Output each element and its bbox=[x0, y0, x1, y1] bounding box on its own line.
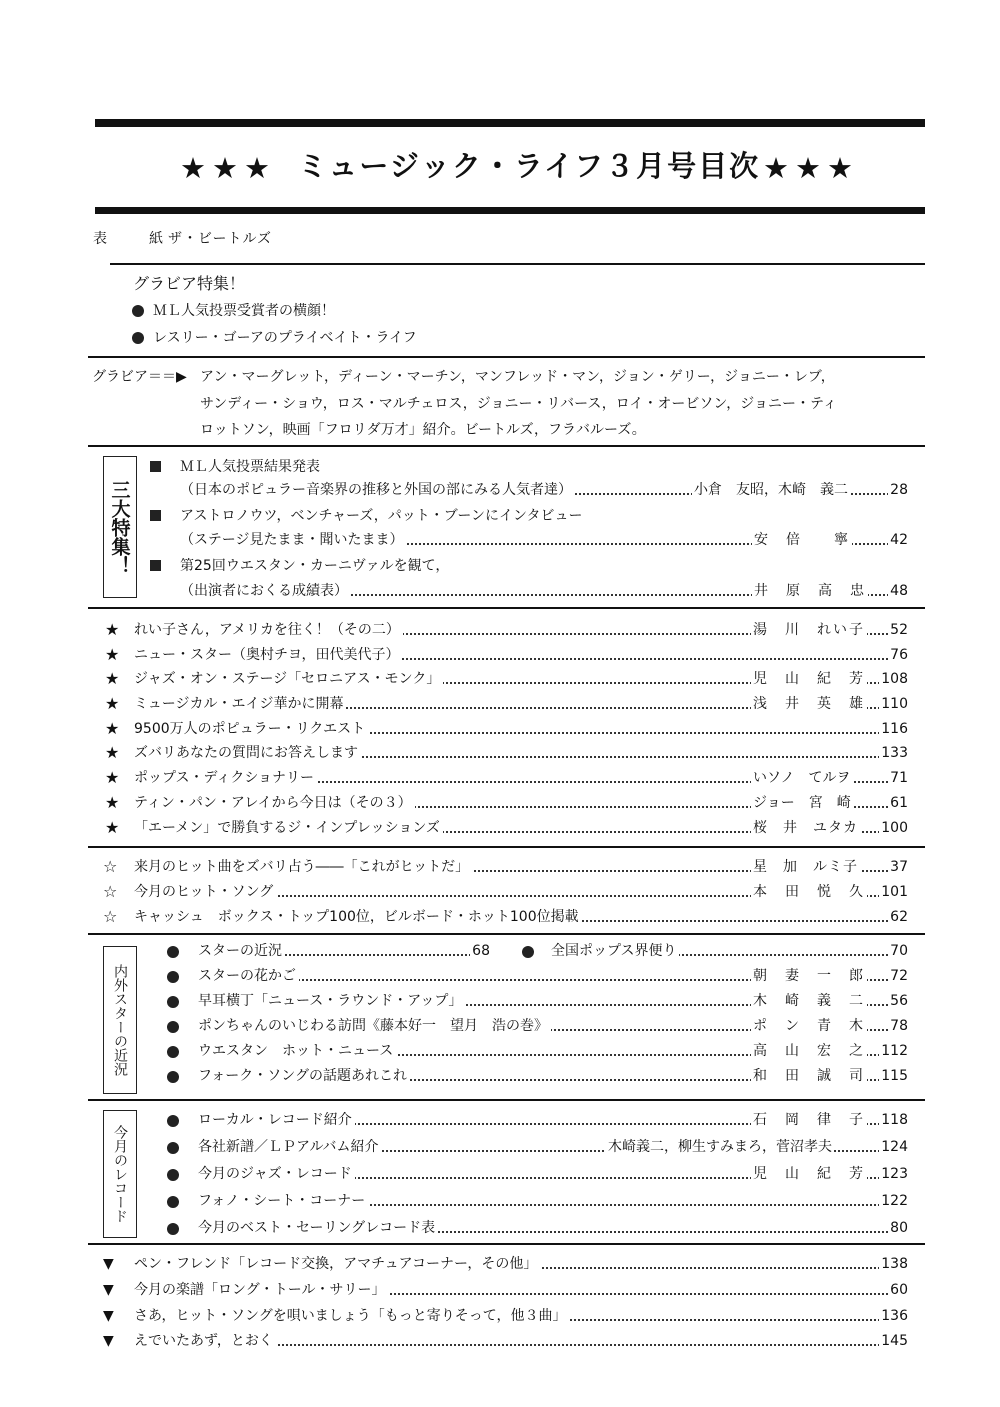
list-item bbox=[134, 793, 908, 813]
page-number: 37 bbox=[890, 859, 908, 875]
page-number: 60 bbox=[890, 1282, 908, 1298]
triangle-icon: ▼ bbox=[103, 1308, 114, 1324]
divider bbox=[88, 1243, 925, 1245]
item-title: ミュージカル・エイジ華かに開幕 bbox=[134, 694, 346, 714]
page-number: 52 bbox=[890, 622, 908, 638]
sanda-label: 三大特集！ bbox=[108, 479, 131, 575]
list-item bbox=[198, 991, 908, 1011]
page-number: 138 bbox=[881, 1256, 908, 1272]
author: 木 崎 義 二 bbox=[753, 993, 865, 1009]
author: 石 岡 律 子 bbox=[753, 1112, 865, 1128]
bullet-icon bbox=[167, 996, 179, 1008]
author: 木崎義二，柳生すみまろ，菅沼孝夫 bbox=[608, 1139, 832, 1155]
author: 児 山 紀 芳 bbox=[753, 1166, 865, 1182]
square-bullet-icon bbox=[150, 510, 161, 521]
star-icon: ★ bbox=[105, 743, 120, 762]
top-rule bbox=[95, 119, 925, 127]
square-bullet-icon bbox=[150, 560, 161, 571]
author: 安 倍 寧 bbox=[754, 532, 850, 548]
author: 小倉 友昭，木崎 義二 bbox=[694, 482, 848, 498]
cover-label: 表 紙 bbox=[93, 231, 177, 247]
triangle-icon: ▼ bbox=[103, 1282, 114, 1298]
page-number: 116 bbox=[881, 721, 908, 737]
list-item bbox=[198, 1191, 908, 1211]
item-title: ズバリあなたの質問にお答えします bbox=[134, 743, 361, 763]
stars-left: ★★★ bbox=[180, 151, 276, 185]
open-star-icon: ☆ bbox=[103, 882, 118, 901]
bullet-icon bbox=[167, 1169, 179, 1181]
bullet-icon bbox=[167, 1046, 179, 1058]
list-item bbox=[198, 1016, 908, 1036]
records-label-box bbox=[103, 1110, 137, 1238]
item-title: ニュー・スター（奥村チヨ，田代美代子） bbox=[134, 645, 402, 665]
page-number: 56 bbox=[890, 993, 908, 1009]
list-item bbox=[198, 966, 908, 986]
list-item bbox=[198, 1137, 908, 1157]
divider bbox=[88, 445, 925, 447]
divider bbox=[88, 846, 925, 848]
page-number: 115 bbox=[881, 1068, 908, 1084]
list-item bbox=[551, 941, 908, 961]
page-number: 110 bbox=[881, 696, 908, 712]
star-icon: ★ bbox=[105, 669, 120, 688]
page-number: 42 bbox=[890, 532, 908, 548]
cover-value: ザ・ビートルズ bbox=[168, 231, 273, 247]
list-item bbox=[198, 1041, 908, 1061]
feature-subtitle: （出演者におくる成績表） bbox=[180, 581, 351, 601]
list-item bbox=[134, 907, 908, 927]
author: 本 田 悦 久 bbox=[753, 884, 865, 900]
bullet-icon bbox=[167, 1142, 179, 1154]
page-number: 136 bbox=[881, 1308, 908, 1324]
author: 星 加 ルミ子 bbox=[753, 859, 858, 875]
feature-entry bbox=[180, 530, 908, 550]
item-title: 今月の楽譜「ロング・トール・サリー」 bbox=[134, 1280, 388, 1300]
author: 児 山 紀 芳 bbox=[753, 671, 865, 687]
list-item bbox=[134, 669, 908, 689]
naigai-label: 内外スターの近況 bbox=[112, 964, 128, 1076]
author: 朝 妻 一 郎 bbox=[753, 968, 865, 984]
item-title: スターの近況 bbox=[198, 941, 285, 961]
triangle-icon: ▼ bbox=[103, 1333, 114, 1349]
page-title: ミュージック・ライフ３月号目次 bbox=[298, 149, 761, 183]
title-rule bbox=[95, 207, 925, 214]
page-number: 100 bbox=[881, 820, 908, 836]
bullet-icon bbox=[167, 1196, 179, 1208]
item-title: 今月のヒット・ソング bbox=[134, 882, 276, 902]
page-number: 133 bbox=[881, 745, 908, 761]
divider bbox=[88, 607, 925, 609]
page-number: 124 bbox=[881, 1139, 908, 1155]
item-title: 早耳横丁「ニュース・ラウンド・アップ」 bbox=[198, 991, 465, 1011]
feature-title: 第25回ウエスタン・カーニヴァルを観て， bbox=[180, 558, 450, 574]
gravure-line: サンディー・ショウ，ロス・マルチェロス，ジョニー・リバース，ロイ・オービソン，ジョニー・ティ bbox=[200, 396, 837, 412]
author: 高 山 宏 之 bbox=[753, 1043, 865, 1059]
list-item bbox=[134, 818, 908, 838]
author: 湯 川 れい子 bbox=[753, 622, 865, 638]
page-number: 70 bbox=[890, 943, 908, 959]
page-number: 68 bbox=[472, 943, 490, 959]
bullet-icon bbox=[522, 946, 534, 958]
divider bbox=[88, 1099, 925, 1101]
feature-entry bbox=[180, 581, 908, 601]
page-number: 62 bbox=[890, 909, 908, 925]
feature-subtitle: （ステージ見たまま・聞いたまま） bbox=[180, 530, 406, 550]
triangle-icon: ▼ bbox=[103, 1256, 114, 1272]
page-number: 80 bbox=[890, 1220, 908, 1236]
item-title: 来月のヒット曲をズバリ占う――「これがヒットだ」 bbox=[134, 857, 472, 877]
divider bbox=[110, 263, 925, 265]
divider bbox=[88, 933, 925, 935]
bullet-icon bbox=[132, 332, 144, 344]
page-number: 123 bbox=[881, 1166, 908, 1182]
item-title: れい子さん，アメリカを往く！（その二） bbox=[134, 620, 403, 640]
page-number: 108 bbox=[881, 671, 908, 687]
star-icon: ★ bbox=[105, 793, 120, 812]
item-title: ペン・フレンド「レコード交換，アマチュアコーナー，その他」 bbox=[134, 1254, 540, 1274]
author: 井 原 高 忠 bbox=[754, 583, 866, 599]
item-title: ポンちゃんのいじわる訪問《藤本好一 望月 浩の巻》 bbox=[198, 1016, 551, 1036]
divider bbox=[88, 356, 925, 358]
page-number: 78 bbox=[890, 1018, 908, 1034]
author: 和 田 誠 司 bbox=[753, 1068, 865, 1084]
item-title: さあ，ヒット・ソングを唄いましょう「もっと寄りそって，他３曲」 bbox=[134, 1306, 569, 1326]
list-item bbox=[134, 743, 908, 763]
item-title: スターの花かご bbox=[198, 966, 299, 986]
item-title: キャッシュ ボックス・トップ100位，ビルボード・ホット100位掲載 bbox=[134, 907, 582, 927]
sanda-label-box bbox=[103, 456, 137, 598]
gravure-label: グラビア＝＝▶ bbox=[92, 369, 187, 385]
list-item bbox=[134, 768, 908, 788]
gravure-special-item: レスリー・ゴーアのプライベイト・ライフ bbox=[153, 330, 417, 346]
item-title: 「エーメン」で勝負するジ・インプレッションズ bbox=[134, 818, 443, 838]
list-item bbox=[134, 1331, 908, 1351]
item-title: フォノ・シート・コーナー bbox=[198, 1191, 368, 1211]
item-title: ティン・パン・アレイから今日は（その３） bbox=[134, 793, 415, 813]
star-icon: ★ bbox=[105, 719, 120, 738]
item-title: えでいたあず，とおく bbox=[134, 1331, 276, 1351]
feature-subtitle: （日本のポピュラー音楽界の推移と外国の部にみる人気者達） bbox=[180, 480, 575, 500]
item-title: ローカル・レコード紹介 bbox=[198, 1110, 355, 1130]
bullet-icon bbox=[167, 971, 179, 983]
author: 桜 井 ユタカ bbox=[753, 820, 858, 836]
list-item bbox=[134, 1254, 908, 1274]
list-item bbox=[134, 645, 908, 665]
feature-entry bbox=[180, 480, 908, 500]
author: 浅 井 英 雄 bbox=[753, 696, 865, 712]
page-number: 61 bbox=[890, 795, 908, 811]
star-icon: ★ bbox=[105, 620, 120, 639]
item-title: ウエスタン ホット・ニュース bbox=[198, 1041, 396, 1061]
bullet-icon bbox=[167, 1115, 179, 1127]
page-number: 112 bbox=[881, 1043, 908, 1059]
square-bullet-icon bbox=[150, 461, 161, 472]
gravure-line: アン・マーグレット，ディーン・マーチン，マンフレッド・マン，ジョン・ゲリー，ジョニー・レブ， bbox=[200, 369, 835, 385]
list-item bbox=[134, 694, 908, 714]
list-item bbox=[198, 941, 490, 961]
list-item bbox=[134, 882, 908, 902]
item-title: ジャズ・オン・ステージ「セロニアス・モンク」 bbox=[134, 669, 443, 689]
item-title: 各社新譜／ＬＰアルバム紹介 bbox=[198, 1137, 381, 1157]
bullet-icon bbox=[167, 1071, 179, 1083]
list-item bbox=[198, 1066, 908, 1086]
star-icon: ★ bbox=[105, 694, 120, 713]
records-label: 今月のレコード bbox=[112, 1125, 128, 1223]
list-item bbox=[198, 1218, 908, 1238]
page-number: 28 bbox=[890, 482, 908, 498]
bullet-icon bbox=[167, 946, 179, 958]
page-number: 71 bbox=[890, 770, 908, 786]
item-title: ポップス・ディクショナリー bbox=[134, 768, 317, 788]
item-title: 全国ポップス界便り bbox=[551, 941, 679, 961]
star-icon: ★ bbox=[105, 818, 120, 837]
author: ポ ン 青 木 bbox=[753, 1018, 865, 1034]
list-item bbox=[134, 719, 908, 739]
list-item bbox=[134, 1280, 908, 1300]
page-number: 145 bbox=[881, 1333, 908, 1349]
item-title: 9500万人のポピュラー・リクエスト bbox=[134, 719, 368, 739]
list-item bbox=[198, 1110, 908, 1130]
star-icon: ★ bbox=[105, 645, 120, 664]
page-number: 122 bbox=[881, 1193, 908, 1209]
page-number: 76 bbox=[890, 647, 908, 663]
feature-title: アストロノウツ，ベンチャーズ，パット・ブーンにインタビュー bbox=[180, 508, 583, 524]
list-item bbox=[134, 857, 908, 877]
naigai-label-box bbox=[103, 946, 137, 1094]
page-number: 48 bbox=[890, 583, 908, 599]
gravure-line: ロットソン，映画「フロリダ万才」紹介。ビートルズ，フラバルーズ。 bbox=[200, 422, 646, 438]
gravure-special-item: ＭＬ人気投票受賞者の横顔！ bbox=[153, 303, 335, 319]
gravure-special-heading: グラビア特集！ bbox=[133, 274, 246, 293]
author: いソノ てルヲ bbox=[753, 770, 851, 786]
bullet-icon bbox=[167, 1223, 179, 1235]
list-item bbox=[134, 1306, 908, 1326]
author: ジョー 宮 崎 bbox=[753, 795, 851, 811]
bullet-icon bbox=[167, 1021, 179, 1033]
star-icon: ★ bbox=[105, 768, 120, 787]
item-title: 今月のベスト・セーリングレコード表 bbox=[198, 1218, 438, 1238]
item-title: フォーク・ソングの話題あれこれ bbox=[198, 1066, 410, 1086]
page-number: 72 bbox=[890, 968, 908, 984]
list-item bbox=[134, 620, 908, 640]
feature-title: ＭＬ人気投票結果発表 bbox=[180, 459, 320, 475]
page-number: 101 bbox=[881, 884, 908, 900]
open-star-icon: ☆ bbox=[103, 907, 118, 926]
stars-right: ★★★ bbox=[763, 151, 859, 185]
page-number: 118 bbox=[881, 1112, 908, 1128]
open-star-icon: ☆ bbox=[103, 857, 118, 876]
item-title: 今月のジャズ・レコード bbox=[198, 1164, 355, 1184]
bullet-icon bbox=[132, 305, 144, 317]
list-item bbox=[198, 1164, 908, 1184]
